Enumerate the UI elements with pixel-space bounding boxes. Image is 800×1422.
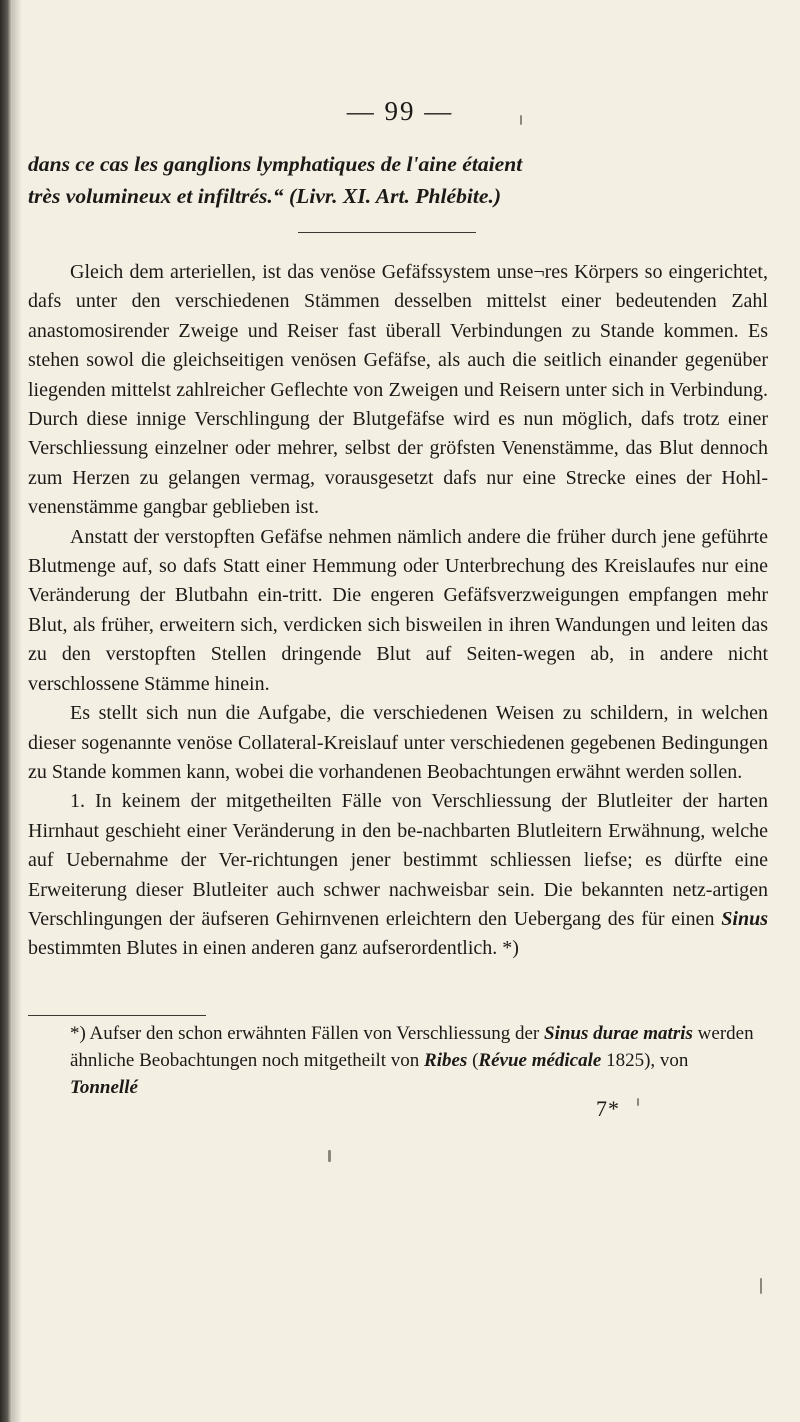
paragraph-point-1 <box>28 787 768 963</box>
point-1-end: bestimmten Blutes in einen anderen ganz aufserordentlich. *) <box>28 937 519 960</box>
french-quote <box>28 148 768 212</box>
footnote-ribes: Ribes <box>424 1050 468 1071</box>
paper-speck <box>520 115 522 125</box>
paper-speck <box>328 1150 331 1162</box>
section-separator <box>298 232 476 233</box>
point-1-sinus: Sinus <box>721 907 768 930</box>
footnote-tonnelle: Tonnellé <box>70 1077 138 1098</box>
footnote <box>70 1020 760 1101</box>
paragraph-2: Anstatt der verstopften Gefäfse nehmen nämlich andere die früher durch jene geführte Blutmenge auf, so dafs Statt einer Hemmung oder Unterbrechung des Kreislaufes nur eine Veränderung der Blutbahn ein-tritt. Die engeren Gefäfsverzweigungen empfangen mehr Blut, als früher, erweitern sich, verdicken sich bisweilen in ihren Wandungen und leiten das zu den verstopften Stellen dringende Blut auf Seiten-wegen ab, in andere nicht verschlossene Stämme hinein. <box>28 525 768 695</box>
footnote-rule <box>28 1015 206 1016</box>
paper-speck <box>760 1278 762 1294</box>
page-number: — 99 — <box>346 96 454 126</box>
footnote-prefix: *) Aufser den schon erwähnten Fällen von Verschliessung der <box>70 1023 545 1044</box>
footnote-sinus-durae-matris: Sinus durae matris <box>544 1023 693 1044</box>
footnote-mid-2: ( <box>467 1050 479 1071</box>
body-text <box>28 258 768 964</box>
quote-source: (Livr. XI. Art. Phlébite.) <box>288 184 502 208</box>
paragraph-1: Gleich dem arteriellen, ist das venöse Gefäfssystem unse¬res Körpers so eingerichtet, dafs unter den verschiedenen Stämmen desselben mittelst einer bedeutenden Zahl anastomosirender Zweige und Reiser fast überall Verbindungen zu Stande kommen. Es stehen sowol die gleichseitigen venösen Gefäfse, als auch die seitlich einander gegenüber liegenden mittelst zahlreicher Geflechte von Zweigen und Reisern unter sich in Verbindung. Durch diese innige Verschlingung der Blutgefäfse wird es nun möglich, dafs trotz einer Verschliessung einzelner oder mehrer, selbst der gröfsten Venenstämme, das Blut dennoch zum Herzen zu gelangen vermag, vorausgesetzt dafs nur eine Strecke eines der Hohl-venenstämme gangbar geblieben ist. <box>28 261 768 519</box>
footnote-mid-3: 1825), von <box>601 1050 689 1071</box>
footnote-revue-medicale: Révue médicale <box>478 1050 602 1071</box>
paper-speck <box>637 1098 639 1106</box>
footnote-mid-1: werden ähnliche Beobachtungen noch mitgetheilt von <box>70 1023 754 1071</box>
signature-mark: 7* <box>596 1096 620 1121</box>
quote-line-1: dans ce cas les ganglions lymphatiques de l'aine étaient <box>28 152 523 176</box>
point-1-text: 1. In keinem der mitgetheilten Fälle von Verschliessung der Blutleiter der harten Hirnhaut geschieht einer Veränderung in den be-nachbarten Blutleitern Erwähnung, welche auf Uebernahme der Ver-richtungen jener bestimmt schliessen liefse; es dürfte eine Erweiterung dieser Blutleiter auch schwer nachweisbar sein. Die bekannten netz-artigen Verschlingungen der äufseren Gehirnvenen erleichtern den Uebergang des für einen <box>28 790 768 930</box>
paragraph-3: Es stellt sich nun die Aufgabe, die verschiedenen Weisen zu schildern, in welchen dieser sogenannte venöse Collateral-Kreislauf unter verschiedenen gegebenen Bedingungen zu Stande kommen kann, wobei die vorhandenen Beobachtungen erwähnt werden sollen. <box>28 702 768 783</box>
quote-line-2: très volumineux et infiltrés.“ <box>28 184 289 208</box>
